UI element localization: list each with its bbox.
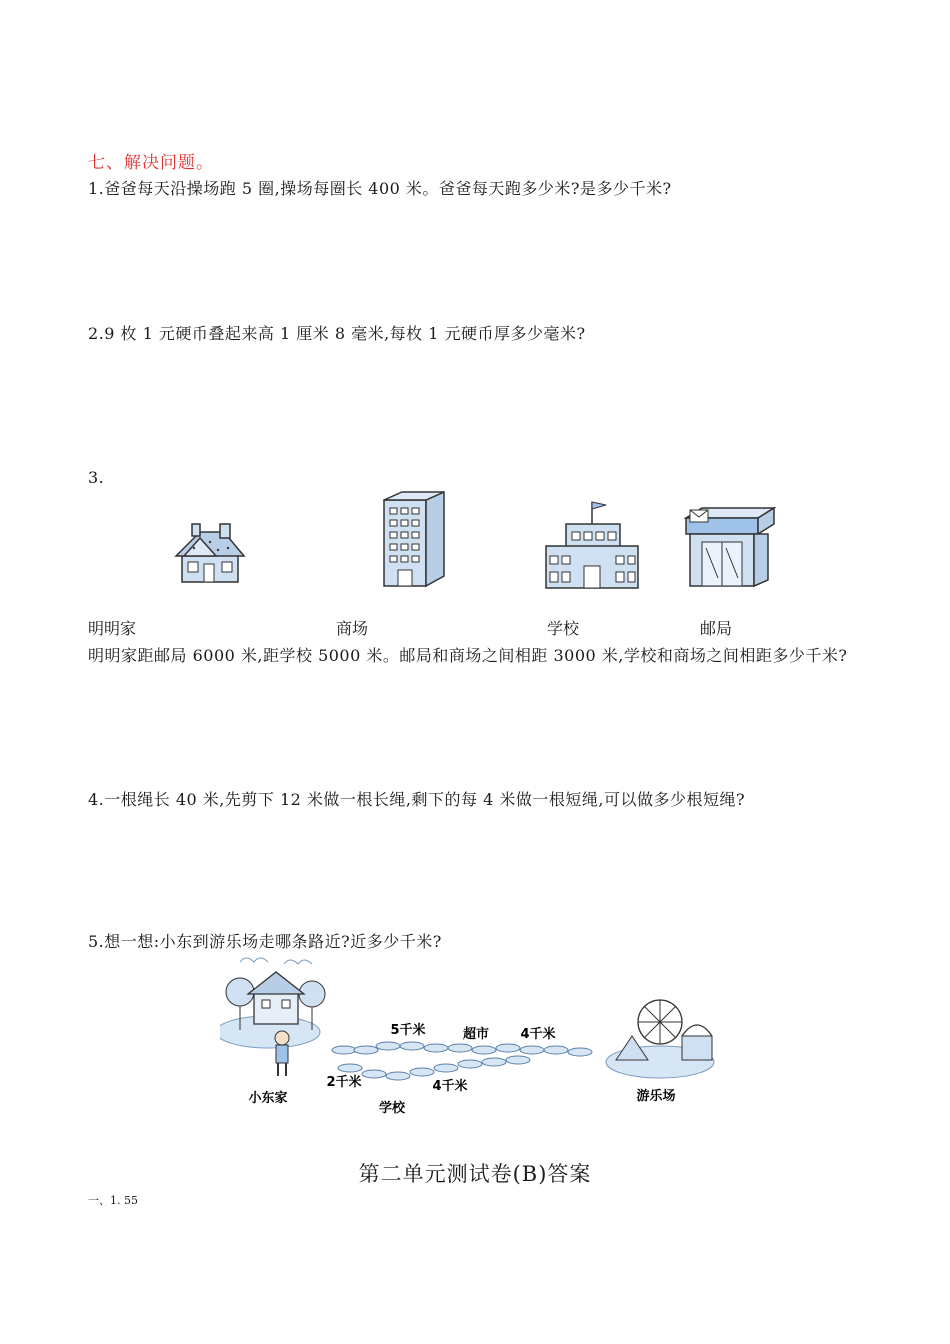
map-home-label: 小东家 xyxy=(248,1091,288,1106)
post-office-illustration xyxy=(682,504,778,590)
route-map-illustration xyxy=(220,952,740,1122)
label-mingming-home: 明明家 xyxy=(88,619,137,638)
question-2: 2.9 枚 1 元硬币叠起来高 1 厘米 8 毫米,每枚 1 元硬币厚多少毫米? xyxy=(88,324,586,343)
park-area xyxy=(606,1000,714,1078)
map-supermarket-label: 超市 xyxy=(462,1027,490,1042)
answers-first-line: 一、1. 55 xyxy=(88,1194,138,1207)
map-park-label: 游乐场 xyxy=(636,1089,676,1104)
label-mall: 商场 xyxy=(336,619,369,638)
question-3-number: 3. xyxy=(88,468,105,487)
section-title: 七、解决问题。 xyxy=(88,153,214,173)
home-area xyxy=(220,958,325,1076)
question-4: 4.一根绳长 40 米,先剪下 12 米做一根长绳,剩下的每 4 米做一根短绳,可以做多少根短绳? xyxy=(88,790,746,809)
answers-title: 第二单元测试卷(B)答案 xyxy=(358,1162,592,1186)
question-1: 1.爸爸每天沿操场跑 5 圈,操场每圈长 400 米。爸爸每天跑多少米?是多少千米? xyxy=(88,179,672,198)
map-school-label: 学校 xyxy=(378,1101,406,1116)
map-lower-distance-2: 4千米 xyxy=(432,1079,468,1094)
map-lower-distance-1: 2千米 xyxy=(326,1075,362,1090)
mall-building-illustration xyxy=(380,488,450,588)
school-building-illustration xyxy=(540,496,640,590)
map-upper-distance-1: 5千米 xyxy=(390,1023,426,1038)
question-5: 5.想一想:小东到游乐场走哪条路近?近多少千米? xyxy=(88,932,442,951)
label-school: 学校 xyxy=(547,619,580,638)
label-post-office: 邮局 xyxy=(700,619,733,638)
house-illustration xyxy=(170,520,248,586)
question-3-text: 明明家距邮局 6000 米,距学校 5000 米。邮局和商场之间相距 3000 米,学校和商场之间相距多少千米? xyxy=(88,646,848,665)
map-upper-distance-2: 4千米 xyxy=(520,1027,556,1042)
